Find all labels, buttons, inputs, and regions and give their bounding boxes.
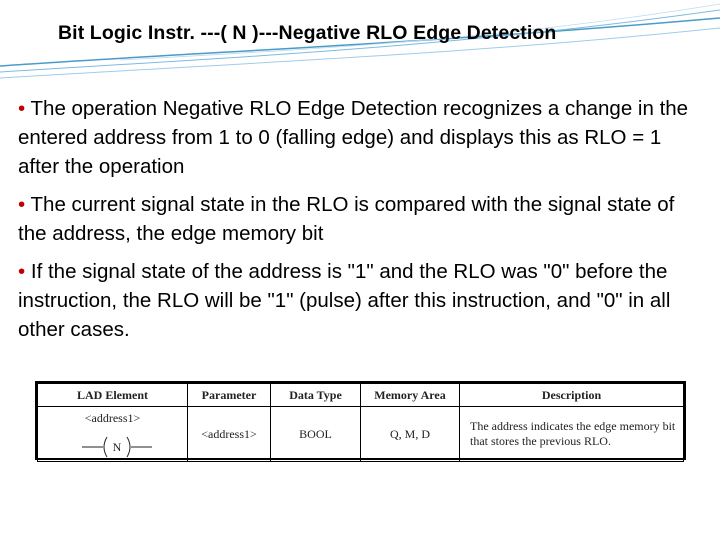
table-header-row [38, 384, 684, 407]
header-memory-area: Memory Area [361, 384, 460, 407]
bullet-list [18, 94, 698, 353]
description-cell: The address indicates the edge memory bit that stores the previous RLO. [460, 407, 684, 462]
bullet-text: If the signal state of the address is "1" and the RLO was "0" before the instruction, the RLO will be "1" (pulse) after this instruction, and "0" in all other cases. [18, 260, 671, 341]
negative-edge-coil-icon [82, 425, 152, 459]
parameter-cell: <address1> [188, 407, 271, 462]
instruction-table [35, 381, 686, 460]
lad-element-cell [38, 407, 188, 462]
bullet-item [18, 257, 698, 344]
bullet-marker: • [18, 97, 26, 120]
data-type-cell: BOOL [271, 407, 361, 462]
bullet-marker: • [18, 260, 26, 283]
header-description: Description [460, 384, 684, 407]
header-parameter: Parameter [188, 384, 271, 407]
bullet-marker: • [18, 193, 26, 216]
memory-area-cell: Q, M, D [361, 407, 460, 462]
lad-address-label: <address1> [84, 411, 141, 425]
page-title: Bit Logic Instr. ---( N )---Negative RLO Edge Detection [58, 22, 557, 44]
coil-symbol: N [112, 440, 122, 454]
bullet-text: The operation Negative RLO Edge Detection recognizes a change in the entered address from 1 to 0 (falling edge) and displays this as RLO = 1 after the operation [18, 97, 689, 178]
table-row [38, 407, 684, 462]
bullet-item [18, 190, 698, 248]
bullet-text: The current signal state in the RLO is compared with the signal state of the address, the edge memory bit [18, 193, 675, 245]
header-lad-element: LAD Element [38, 384, 188, 407]
bullet-item [18, 94, 698, 181]
header-data-type: Data Type [271, 384, 361, 407]
